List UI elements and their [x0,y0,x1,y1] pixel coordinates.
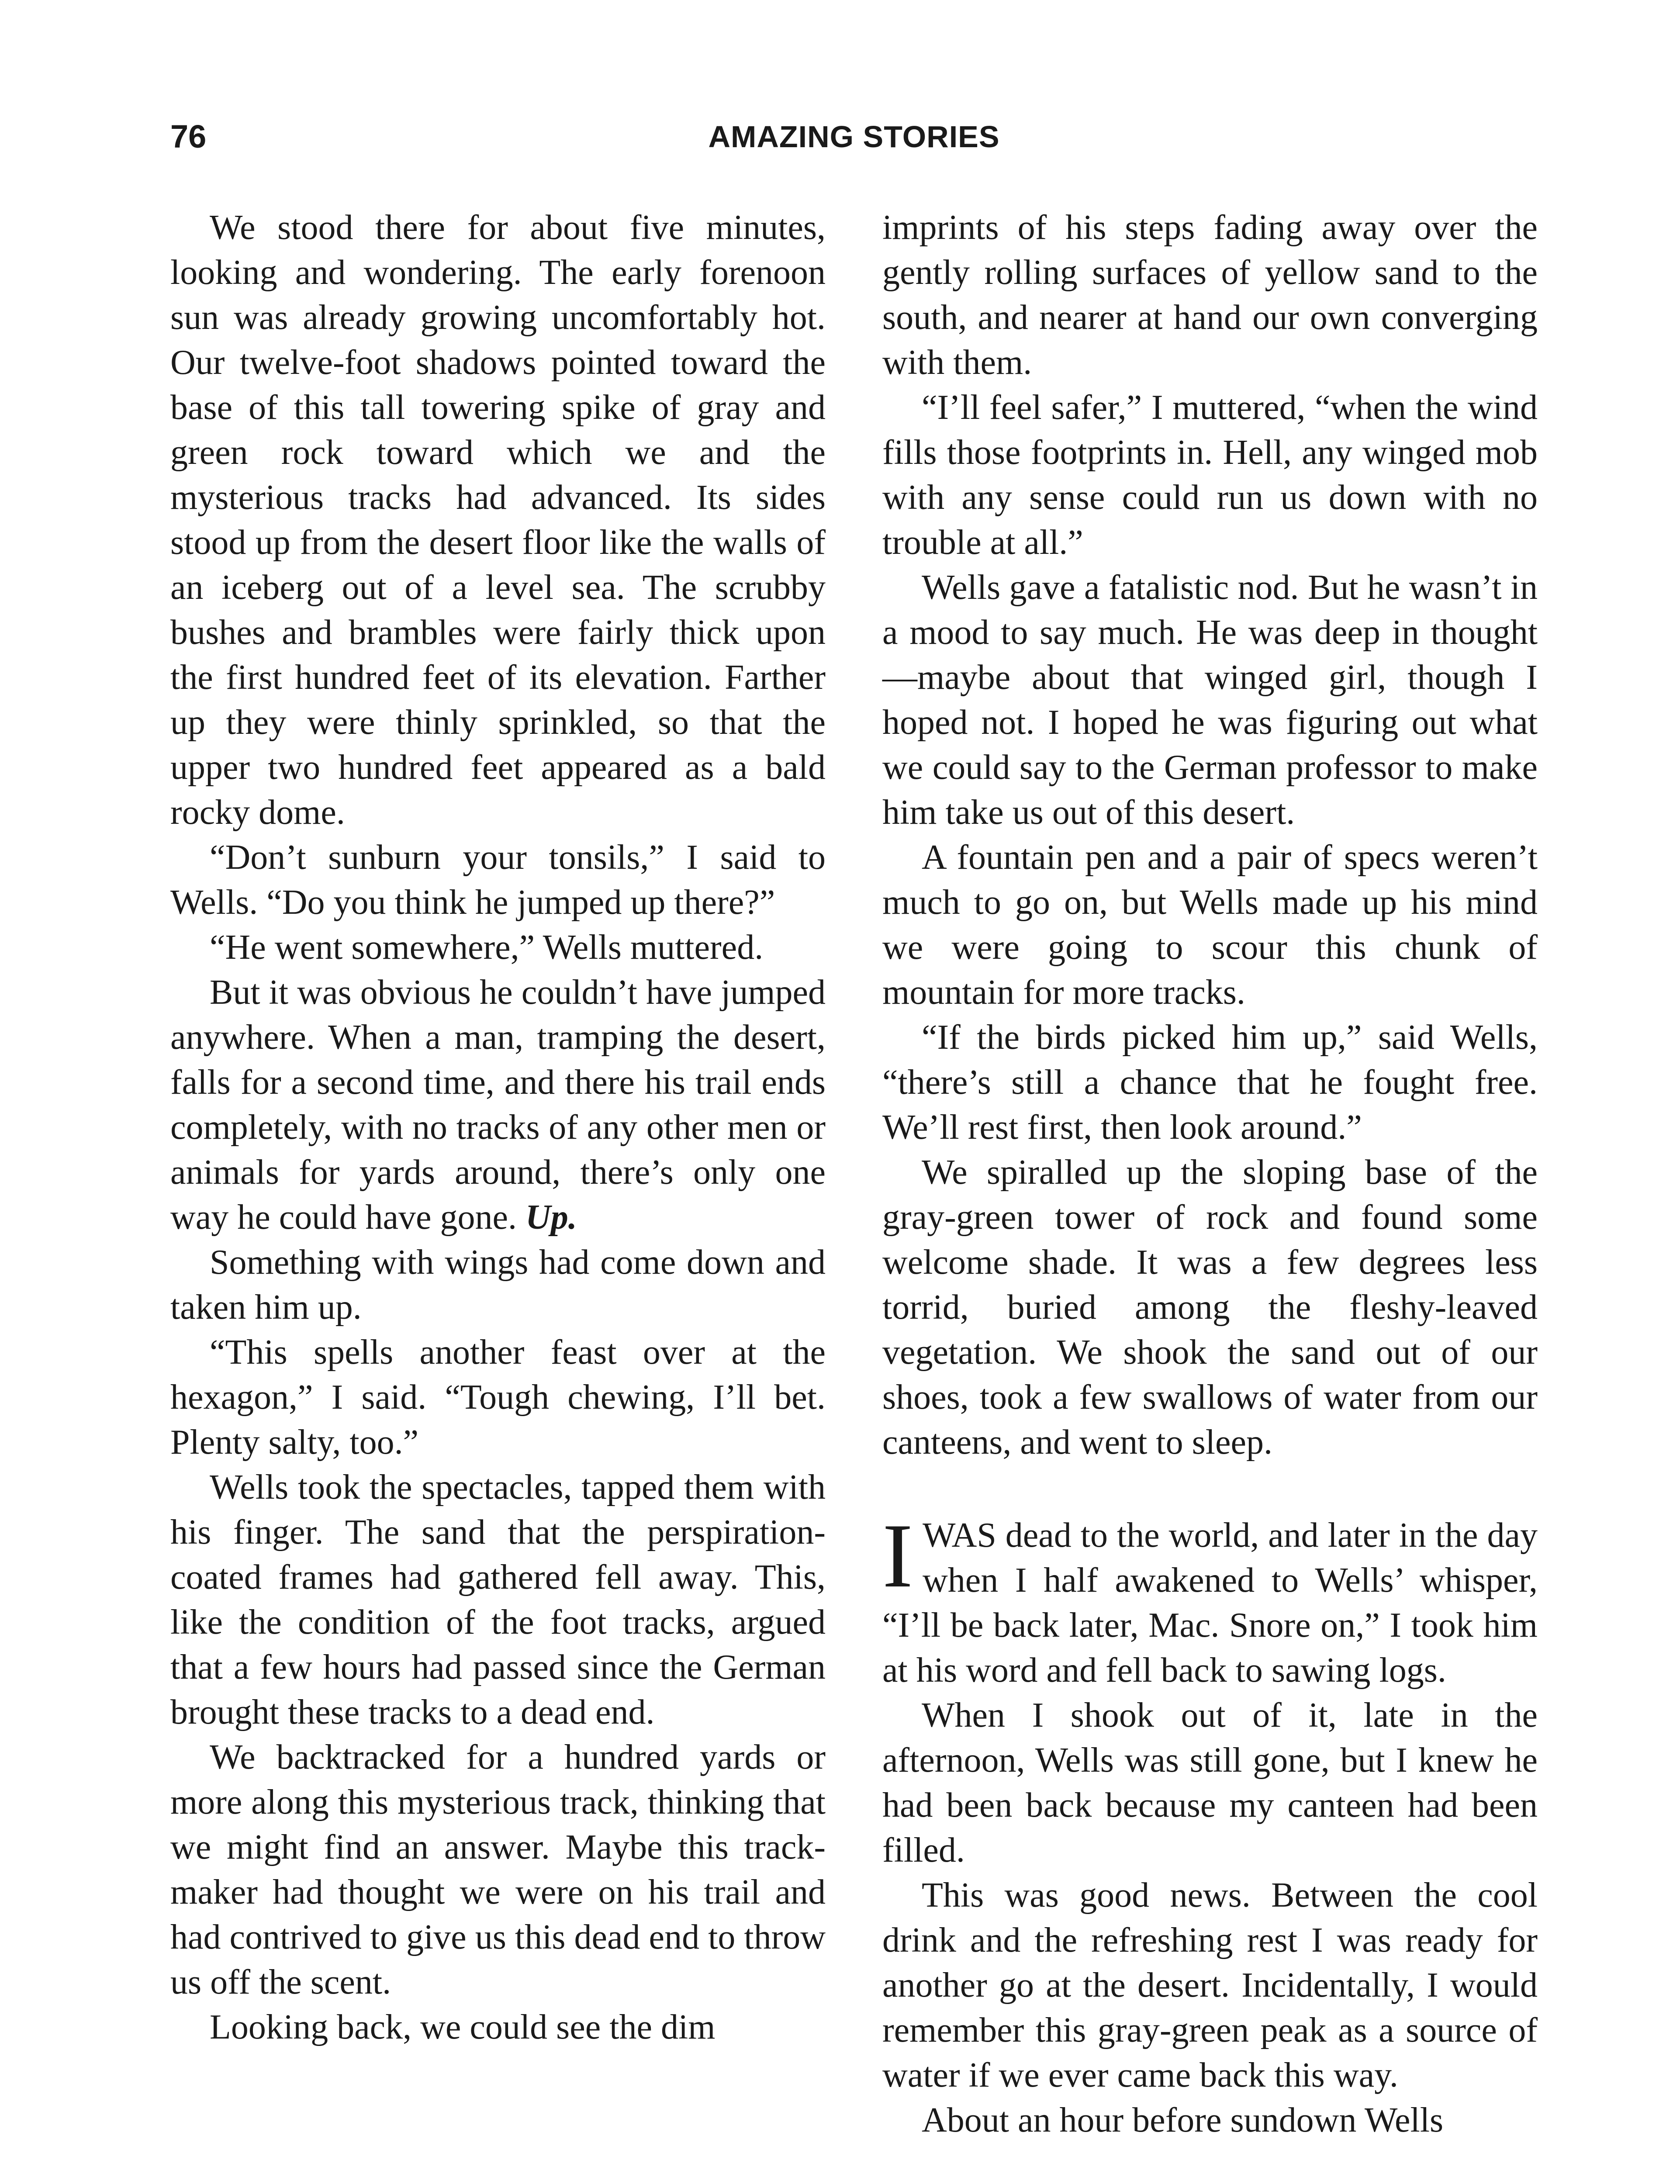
left-column [170,205,826,2050]
section-break [882,1465,1538,1513]
paragraph-text: But it was obvious he couldn’t have jumped anywhere. When a man, tramping the desert, falls for a second time, and there his trail ends completely, with no tracks of any other men or animals for yards around, there’s only one way he could have gone. [170,973,826,1237]
running-head: AMAZING STORIES [708,120,1000,154]
paragraph: Wells gave a fatalistic nod. But he wasn’t in a mood to say much. He was deep in thought—maybe about that winged girl, though I hoped not. I hoped he was figuring out what we could say to the German professor to make him take us out of this desert. [882,568,1538,832]
drop-cap: I [882,1505,913,1607]
paragraph [170,970,826,1240]
page-header [170,117,1538,165]
paragraph: We backtracked for a hundred yards or more along this mysterious track, thinking that we might find an answer. Maybe this track-maker had thought we were on his trail and had contrived to give us this dead end to throw us off the scent. [170,1738,826,2001]
paragraph-text: WAS dead to the world, and later in the day when I half awakened to Wells’ whisper, “I’ll be back later, Mac. Snore on,” I took him at his word and fell back to sawing logs. [882,1516,1538,1690]
paragraph: “This spells another feast over at the hexagon,” I said. “Tough chewing, I’ll bet. Plenty salty, too.” [170,1333,826,1462]
paragraph: We stood there for about five minutes, looking and wondering. The early forenoon sun was already growing uncomfortably hot. Our twelve-foot shadows pointed toward the base of this tall towering spike of gray and green rock toward which we and the mysterious tracks had advanced. Its sides stood up from the desert floor like the walls of an iceberg out of a level sea. The scrubby bushes and brambles were fairly thick upon the first hundred feet of its elevation. Farther up they were thinly sprinkled, so that the upper two hundred feet appeared as a bald rocky dome. [170,208,826,832]
paragraph: This was good news. Between the cool drink and the refreshing rest I was ready for another go at the desert. Incidentally, I would remember this gray-green peak as a source of water if we ever came back this way. [882,1876,1538,2094]
paragraph: “Don’t sunburn your tonsils,” I said to Wells. “Do you think he jumped up there?” [170,838,826,922]
paragraph: “I’ll feel safer,” I muttered, “when the wind fills those footprints in. Hell, any winged mob with any sense could run us down with no trouble at all.” [882,388,1538,562]
paragraph: Looking back, we could see the dim [210,2008,716,2046]
right-column [882,205,1538,2143]
paragraph: Something with wings had come down and taken him up. [170,1243,826,1327]
paragraph: Wells took the spectacles, tapped them with his finger. The sand that the perspiration-coated frames had gathered fell away. This, like the condition of the foot tracks, argued that a few hours had passed since the German brought these tracks to a dead end. [170,1468,826,1731]
dropcap-paragraph [882,1505,1538,1693]
emphasis-word: Up. [525,1198,577,1237]
page-number: 76 [170,118,207,155]
paragraph: About an hour before sundown Wells [922,2101,1444,2139]
paragraph: A fountain pen and a pair of specs weren’t much to go on, but Wells made up his mind we were going to scour this chunk of mountain for more tracks. [882,838,1538,1012]
paragraph: “He went somewhere,” Wells muttered. [210,928,764,967]
paragraph: We spiralled up the sloping base of the gray-green tower of rock and found some welcome shade. It was a few degrees less torrid, buried among the fleshy-leaved vegetation. We shook the sand out of our shoes, took a few swallows of water from our canteens, and went to sleep. [882,1153,1538,1462]
paragraph: imprints of his steps fading away over the gently rolling surfaces of yellow sand to the south, and nearer at hand our own converging with them. [882,208,1538,382]
paragraph: “If the birds picked him up,” said Wells, “there’s still a chance that he fought free. We’ll rest first, then look around.” [882,1018,1538,1147]
paragraph: When I shook out of it, late in the afternoon, Wells was still gone, but I knew he had been back because my canteen had been filled. [882,1696,1538,1870]
